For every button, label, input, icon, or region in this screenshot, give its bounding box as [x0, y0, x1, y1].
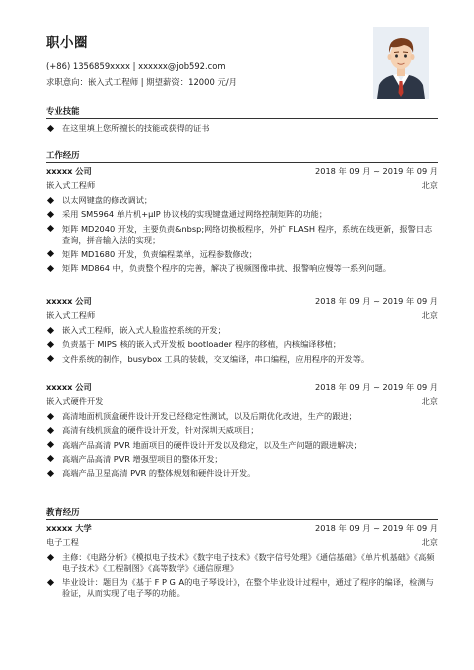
diamond-bullet-icon — [47, 455, 54, 462]
work-entry-subheader — [46, 180, 438, 191]
avatar-photo — [373, 27, 429, 99]
company-name: xxxxx 公司 — [46, 296, 92, 306]
diamond-bullet-icon — [47, 196, 54, 203]
diamond-bullet-icon — [47, 250, 54, 257]
diamond-bullet-icon — [47, 469, 54, 476]
diamond-bullet-icon — [47, 265, 54, 272]
list-item: 主修：《电路分析》《模拟电子技术》《数字电子技术》《数字信号处理》《通信基础》《单片机基础》《高频电子技术》《工程制图》《高等数学》《通信原理》 — [46, 552, 438, 574]
list-item: 毕业设计：题目为《基于 F P G A的电子琴设计》，在整个毕业设计过程中，通过了程序的编译，检测与验证，从而实现了电子琴的功能。 — [46, 577, 438, 599]
diamond-bullet-icon — [47, 427, 54, 434]
company-name: xxxxx 公司 — [46, 382, 92, 392]
education-entry-subheader — [46, 537, 438, 548]
work-entry-header — [46, 296, 438, 307]
diamond-bullet-icon — [47, 341, 54, 348]
date-range: 2018 年 09 月 ~ 2019 年 09 月 — [315, 296, 438, 306]
section-title-skills: 专业技能 — [46, 106, 80, 116]
section-divider — [46, 519, 438, 520]
diamond-bullet-icon — [47, 355, 54, 362]
diamond-bullet-icon — [47, 225, 54, 232]
section-title-work: 工作经历 — [46, 150, 80, 160]
education-entry-header — [46, 523, 438, 534]
work-duties-list — [46, 325, 438, 368]
education-details-list — [46, 552, 438, 603]
list-item: 高端产品高清 PVR 地面项目的硬件设计开发以及稳定，以及生产问题的跟进解决； — [46, 440, 438, 451]
location: 北京 — [421, 396, 438, 406]
list-item: 文件系统的制作，busybox 工具的装载，交叉编译，串口编程，应用程序的开发等。 — [46, 354, 438, 365]
list-item: 矩阵 MD1680 开发，负责编程菜单，远程参数修改； — [46, 249, 438, 260]
school-name: xxxxx 大学 — [46, 523, 92, 533]
candidate-name: 职小圈 — [46, 35, 88, 51]
company-name: xxxxx 公司 — [46, 166, 92, 176]
diamond-bullet-icon — [47, 326, 54, 333]
diamond-bullet-icon — [47, 441, 54, 448]
list-item: 高端产品卫星高清 PVR 的整体规划和硬件设计开发。 — [46, 468, 438, 479]
list-item: 在这里填上您所擅长的技能或获得的证书 — [46, 123, 438, 134]
section-divider — [46, 118, 438, 119]
list-item: 负责基于 MIPS 核的嵌入式开发板 bootloader 程序的移植，内核编译移植； — [46, 339, 438, 350]
location: 北京 — [421, 310, 438, 320]
section-title-education: 教育经历 — [46, 507, 80, 517]
work-duties-list — [46, 411, 438, 482]
date-range: 2018 年 09 月 ~ 2019 年 09 月 — [315, 523, 438, 533]
work-entry-header — [46, 166, 438, 177]
list-item: 高清有线机顶盒的硬件设计开发，针对深圳天威项目； — [46, 425, 438, 436]
list-item: 采用 SM5964 单片机+μIP 协议栈的实现键盘通过网络控制矩阵的功能； — [46, 209, 438, 220]
location: 北京 — [421, 537, 438, 547]
list-item: 高清地面机顶盒硬件设计开发已经稳定性测试，以及后期优化改进，生产的跟进； — [46, 411, 438, 422]
skills-list — [46, 123, 438, 137]
job-role: 嵌入式工程师 — [46, 310, 96, 320]
date-range: 2018 年 09 月 ~ 2019 年 09 月 — [315, 382, 438, 392]
work-entry-header — [46, 382, 438, 393]
work-entry-subheader — [46, 310, 438, 321]
diamond-bullet-icon — [47, 579, 54, 586]
job-role: 嵌入式硬件开发 — [46, 396, 104, 406]
diamond-bullet-icon — [47, 124, 54, 131]
job-role: 嵌入式工程师 — [46, 180, 96, 190]
diamond-bullet-icon — [47, 211, 54, 218]
diamond-bullet-icon — [47, 412, 54, 419]
list-item: 矩阵 MD2040 开发，主要负责&nbsp;网络切换板程序，外扩 FLASH 程序，系统在线更新，报警日志查询，拼音输入法的实现； — [46, 224, 438, 246]
diamond-bullet-icon — [47, 553, 54, 560]
work-entry-subheader — [46, 396, 438, 407]
list-item: 以太网键盘的修改调试； — [46, 195, 438, 206]
list-item: 高端产品高清 PVR 增强型项目的整体开发； — [46, 454, 438, 465]
location: 北京 — [421, 180, 438, 190]
list-item: 矩阵 MD864 中，负责整个程序的完善，解决了视频图像串扰、报警响应慢等一系列问题。 — [46, 263, 438, 274]
section-divider — [46, 162, 438, 163]
job-intent-line: 求职意向：嵌入式工程师 | 期望薪资：12000 元/月 — [46, 77, 238, 87]
work-duties-list — [46, 195, 438, 277]
date-range: 2018 年 09 月 ~ 2019 年 09 月 — [315, 166, 438, 176]
list-item: 嵌入式工程师，嵌入式人脸监控系统的开发； — [46, 325, 438, 336]
major: 电子工程 — [46, 537, 79, 547]
contact-line: (+86) 1356859xxxx | xxxxxx@job592.com — [46, 61, 226, 71]
